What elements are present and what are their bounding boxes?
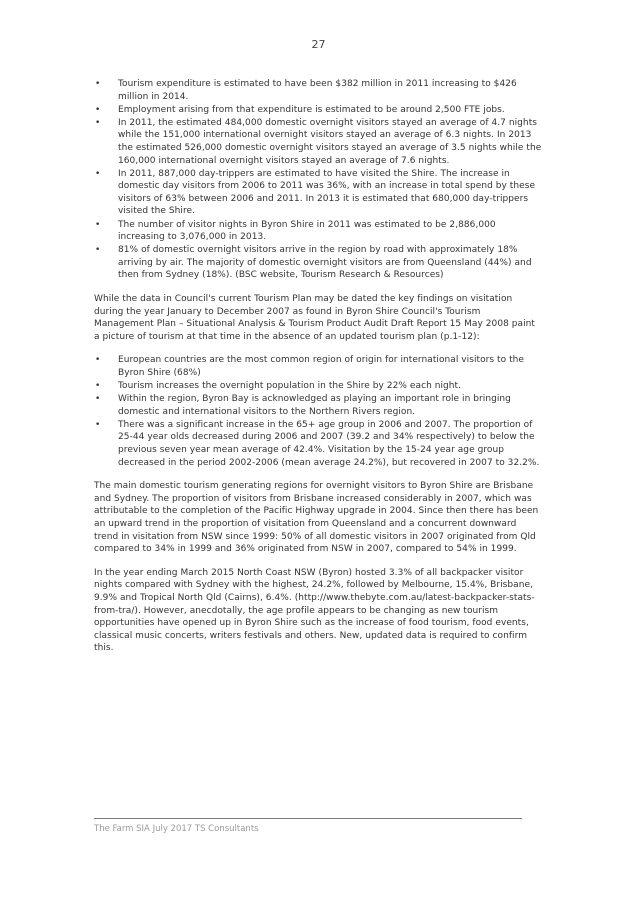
list-item: • Tourism increases the overnight population in the Shire by 22% each night. [94, 380, 542, 393]
list-item: • There was a significant increase in the 65+ age group in 2006 and 2007. The proportion of 25-44 year olds decreased during 2006 and 2007 (39.2 and 34% respectively) to below the previous seven year mean average of 42.4%. Visitation by the 15-24 year age group decreased in the period 2002-2006 (mean average 24.2%), but recovered in 2007 to 32.2%. [94, 419, 542, 469]
paragraph: In the year ending March 2015 North Coast NSW (Byron) hosted 3.3% of all backpacker visitor nights compared with Sydney with the highest, 24.2%, followed by Melbourne, 15.4%, Brisbane, 9.9% and Tropical North Qld (Cairns), 6.4%. (http://www.thebyte.com.au/latest-backpacker-stats-from-tra/). However, anecdotally, the age profile appears to be changing as new tourism opportunities have opened up in Byron Shire such as the increase of food tourism, food events, classical music concerts, writers festivals and others. New, updated data is required to confirm this. [94, 567, 535, 654]
document-body [94, 78, 542, 666]
list-item: • In 2011, the estimated 484,000 domestic overnight visitors stayed an average of 4.7 nights while the 151,000 international overnight visitors stayed an average of 6.3 nights. In 2013 the estimated 526,000 domestic overnight visitors stayed an average of 3.5 nights while the 160,000 international overnight visitors stayed an average of 7.6 nights. [94, 117, 542, 167]
list-item: • Tourism expenditure is estimated to have been $382 million in 2011 increasing to $426 million in 2014. [94, 78, 542, 103]
list-item: • European countries are the most common region of origin for international visitors to the Byron Shire (68%) [94, 354, 542, 379]
paragraph: While the data in Council's current Tourism Plan may be dated the key findings on visitation during the year January to December 2007 as found in Byron Shire Council's Tourism Management Plan – Situational Analysis & Tourism Product Audit Draft Report 15 May 2008 paint a picture of tourism at that time in the absence of an updated tourism plan (p.1-12): [94, 294, 536, 342]
list-item: • Employment arising from that expenditure is estimated to be around 2,500 FTE jobs. [94, 104, 542, 117]
footer-divider [94, 818, 522, 819]
key-findings-list [94, 354, 542, 469]
list-item: • The number of visitor nights in Byron Shire in 2011 was estimated to be 2,886,000 increasing to 3,076,000 in 2013. [94, 219, 542, 244]
paragraph: The main domestic tourism generating regions for overnight visitors to Byron Shire are Brisbane and Sydney. The proportion of visitors from Brisbane increased considerably in 2007, which was attributable to the completion of the Pacific Highway upgrade in 2004. Since then there has been an upward trend in the proportion of visitation from Queensland and a concurrent downward trend in visitation from NSW since 1999: 50% of all domestic visitors in 2007 originated from Qld compared to 34% in 1999 and 36% originated from NSW in 2007, compared to 54% in 1999. [94, 481, 539, 555]
list-item: • Within the region, Byron Bay is acknowledged as playing an important role in bringing domestic and international visitors to the Northern Rivers region. [94, 393, 542, 418]
page-number: 27 [311, 38, 326, 51]
tourism-statistics-list [94, 78, 542, 282]
list-item: • 81% of domestic overnight visitors arrive in the region by road with approximately 18% arriving by air. The majority of domestic overnight visitors are from Queensland (44%) and then from Sydney (18%). (BSC website, Tourism Research & Resources) [94, 244, 542, 282]
list-item: • In 2011, 887,000 day-trippers are estimated to have visited the Shire. The increase in domestic day visitors from 2006 to 2011 was 36%, with an increase in total spend by these visitors of 63% between 2006 and 2011. In 2013 it is estimated that 680,000 day-trippers visited the Shire. [94, 168, 542, 218]
footer-text: The Farm SIA July 2017 TS Consultants [94, 824, 259, 834]
